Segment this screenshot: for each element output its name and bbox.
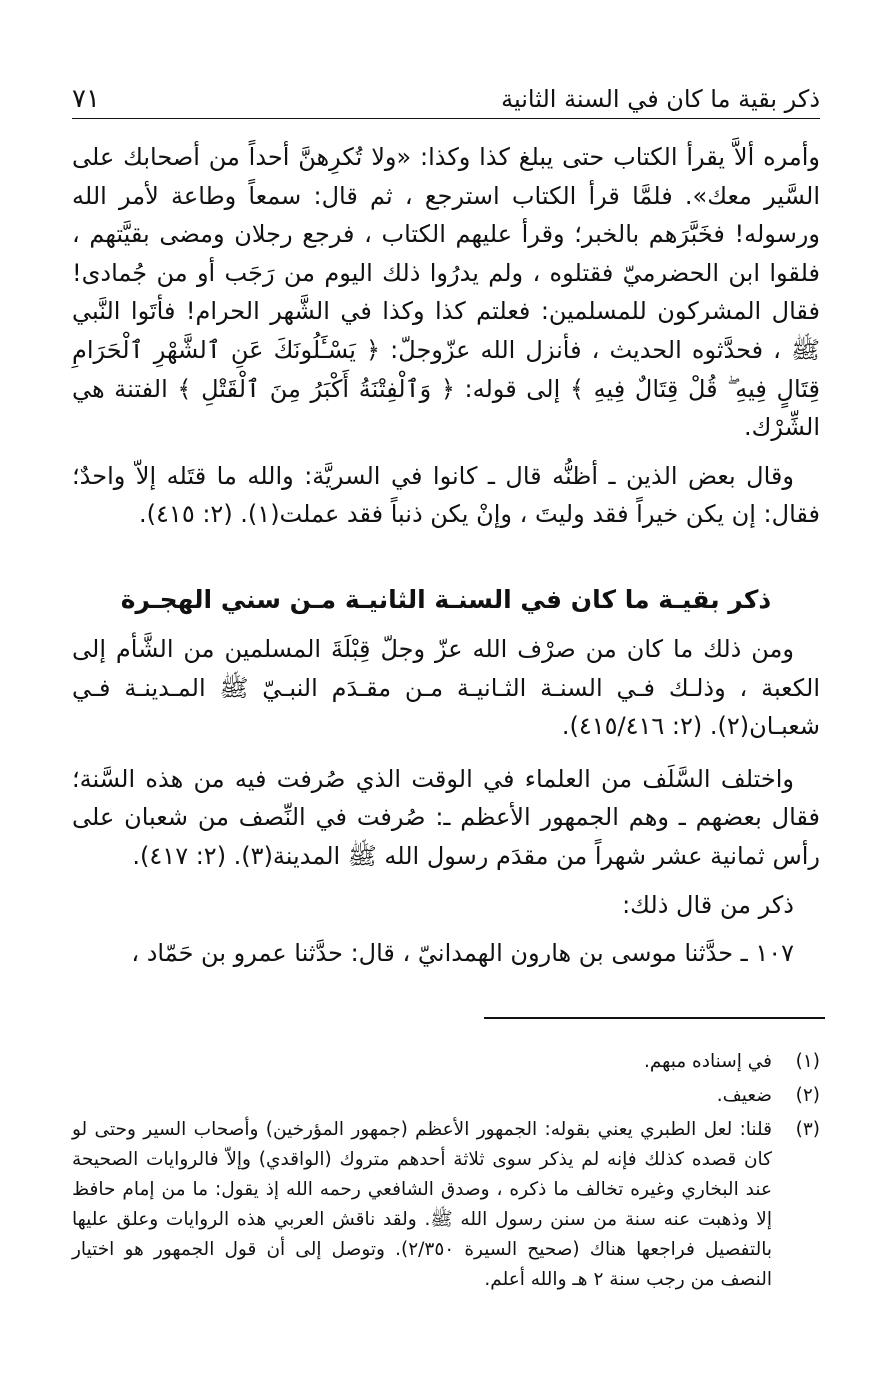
paragraph-4: واختلف السَّلَف من العلماء في الوقت الذي صُرفت فيه من هذه السَّنة؛ فقال بعضهم ـ وهم الجمهور الأعظم ـ: صُرفت في النِّصف من شعبان على رأس ثمانية عشر شهراً من مقدَم رسول الله ﷺ المدينة(٣). (٢: ٤١٧). <box>72 764 820 870</box>
main-text <box>72 138 820 973</box>
footnote-number: (١) <box>795 1051 820 1072</box>
footnote-text: ضعيف. <box>716 1085 772 1106</box>
paragraph-3: ومن ذلك ما كان من صرْف الله عزّ وجلّ قِبْلَةَ المسلمين من الشَّأم إلى الكعبة ، وذلـك فـي السنـة الثـانيـة مـن مقـدَم النبـيّ ﷺ المـدينـة فـي شعبـان(٢). (٢: ٤١٥/٤١٦). <box>72 634 820 741</box>
footnote-number: (٢) <box>795 1085 820 1106</box>
footnote-text: في إسناده مبهم. <box>643 1051 772 1072</box>
paragraph-1: وأمره ألاَّ يقرأ الكتاب حتى يبلغ كذا وكذا: «ولا تُكرِهنَّ أحداً من أصحابك على السَّير معك». فلمَّا قرأ الكتاب استرجع ، ثم قال: سمعاً وطاعة لأمر الله ورسوله! فخَبَّرَهم بالخبر؛ وقرأ عليهم الكتاب ، فرجع رجلان ومضى بقيَّتهم ، فلقوا ابن الحضرميّ فقتلوه ، ولم يدرُوا ذلك اليوم من رَجَب أو من جُمادى! فقال المشركون للمسلمين: فعلتم كذا وكذا في الشَّهر الحرام! فأتَوا النَّبي ﷺ ، فحدَّثوه الحديث ، فأنزل الله عزّوجلّ: ﴿ يَسْـَٔلُونَكَ عَنِ ٱلشَّهْرِ ٱلْحَرَامِ قِتَالٍ فِيهِ ۖ قُلْ قِتَالٌ فِيهِ ﴾ إلى قوله: ﴿ وَٱلْفِتْنَةُ أَكْبَرُ مِنَ ٱلْقَتْلِ ﴾ الفتنة هي الشِّرْك. <box>72 143 820 442</box>
footnote-number: (٣) <box>795 1119 820 1140</box>
footnote-separator <box>484 1017 825 1019</box>
paragraph-2: وقال بعض الذين ـ أظنُّه قال ـ كانوا في السريَّة: والله ما قتَله إلاّ واحدٌ؛ فقال: إن يكن خيراً فقد وليتَ ، وإنْ يكن ذنباً فقد عملت(١). (٢: ٤١٥). <box>72 461 820 529</box>
footnote-2 <box>72 1081 820 1111</box>
section-heading: ذكر بقيـة ما كان في السنـة الثانيـة مـن سني الهجـرة <box>120 584 772 614</box>
paragraph-5: ذكر من قال ذلك: <box>622 890 794 919</box>
footnote-3 <box>72 1115 820 1295</box>
footnotes <box>72 1047 820 1295</box>
page-number: ٧١ <box>72 84 100 114</box>
paragraph-6: ١٠٧ ـ حدَّثنا موسى بن هارون الهمدانيّ ، قال: حدَّثنا عمرو بن حَمّاد ، <box>131 939 794 968</box>
footnote-1 <box>72 1047 820 1077</box>
footnote-text: قلنا: لعل الطبري يعني بقوله: الجمهور الأعظم (جمهور المؤرخين) وأصحاب السير وحتى لو كان قصده كذلك فإنه لم يذكر سوى ثلاثة أحدهم متروك (الواقدي) وإلاّ فالروايات الصحيحة عند البخاري وغيره تخالف ما ذكره ، وصدق الشافعي رحمه الله إذ يقول: ما من إمام حافظ إلا وذهبت عنه سنة من سنن رسول الله ﷺ. ولقد ناقش العربي هذه الروايات وعلق عليها بالتفصيل فراجعها هناك (صحيح السيرة ٢/٣٥٠). وتوصل إلى أن قول الجمهور هو اختيار النصف من رجب سنة ٢ هـ والله أعلم. <box>72 1119 772 1290</box>
page-header <box>72 78 820 119</box>
running-title: ذكر بقية ما كان في السنة الثانية <box>501 85 820 113</box>
